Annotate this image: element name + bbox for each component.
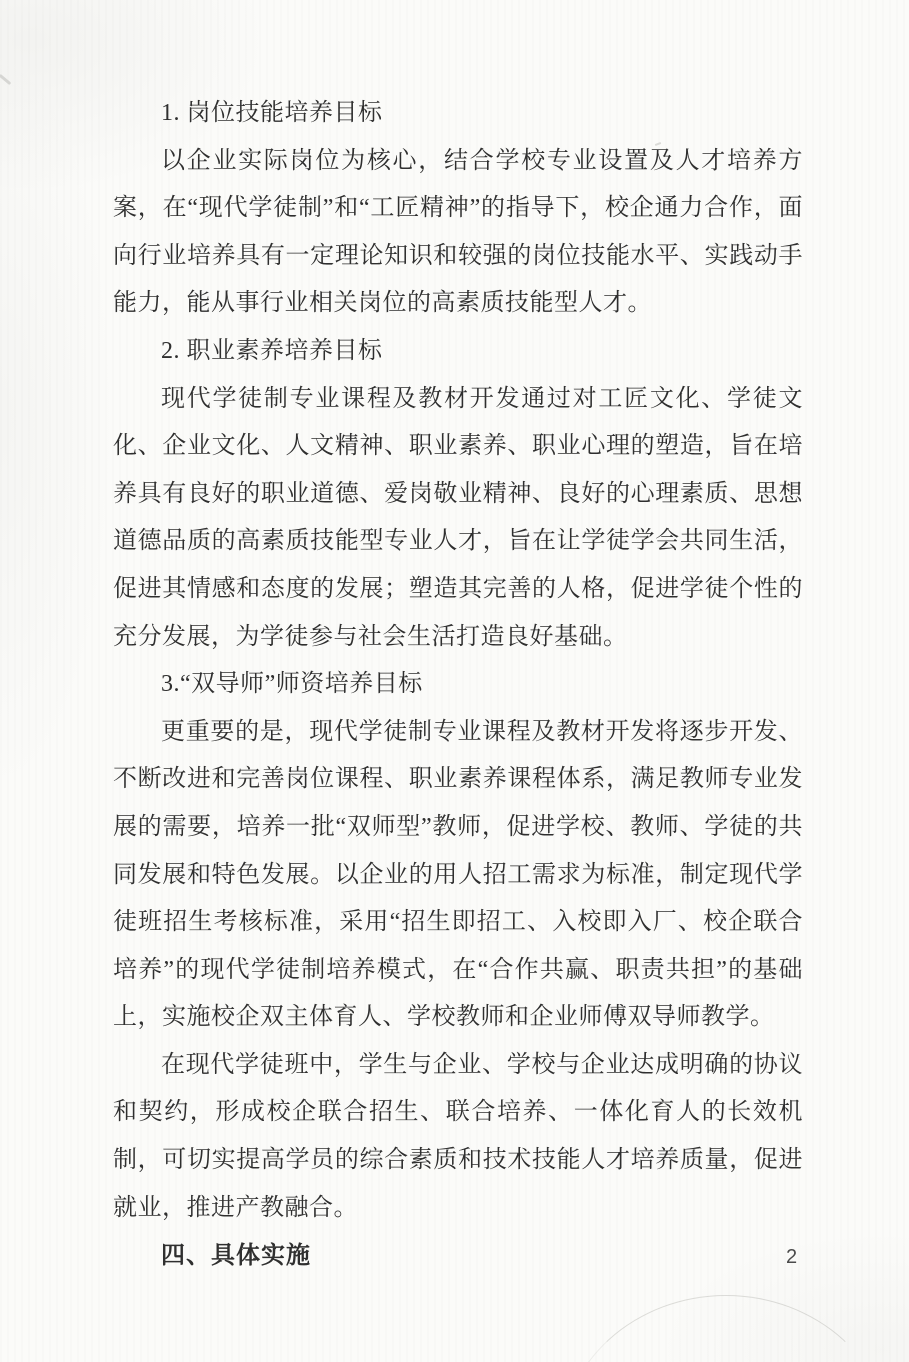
page-number: 2 <box>786 1246 798 1268</box>
heading-vocational-quality-goal: 2. 职业素养培养目标 <box>161 337 383 364</box>
paragraph-vocational-quality-goal: 现代学徒制专业课程及教材开发通过对工匠文化、学徒文化、企业文化、人文精神、职业素养、职业心理的塑造，旨在培养具有良好的职业道德、爱岗敬业精神、良好的心理素质、思想道德品质的高素质技能型专业人才，旨在让学徒学会共同生活，促进其情感和态度的发展；塑造其完善的人格，促进学徒个性的充分发展，为学徒参与社会生活打造良好基础。 <box>113 385 803 650</box>
heading-dual-tutor-goal: 3.“双导师”师资培养目标 <box>161 671 423 698</box>
scan-smudge-left-edge <box>0 74 11 85</box>
paragraph-dual-tutor-goal: 更重要的是，现代学徒制专业课程及教材开发将逐步开发、不断改进和完善岗位课程、职业素养课程体系，满足教师专业发展的需要，培养一批“双师型”教师，促进学校、教师、学徒的共同发展和特色发展。以企业的用人招工需求为标准，制定现代学徒班招生考核标准，采用“招生即招工、入校即入厂、校企联合培养”的现代学徒制培养模式，在“合作共赢、职责共担”的基础上，实施校企双主体育人、学校教师和企业师傅双导师教学。 <box>113 718 803 1031</box>
document-body <box>113 90 803 1280</box>
heading-post-skill-goal: 1. 岗位技能培养目标 <box>161 100 383 126</box>
section-heading-implementation: 四、具体实施 <box>161 1242 311 1270</box>
paragraph-post-skill-goal: 以企业实际岗位为核心，结合学校专业设置及人才培养方案，在“现代学徒制”和“工匠精神”的指导下，校企通力合作，面向行业培养具有一定理论知识和较强的岗位技能水平、实践动手能力，能从事行业相关岗位的高素质技能型人才。 <box>113 147 803 317</box>
scan-arc-bottom <box>560 1295 892 1362</box>
paragraph-apprentice-class-mechanism: 在现代学徒班中，学生与企业、学校与企业达成明确的协议和契约，形成校企联合招生、联合培养、一体化育人的长效机制，可切实提高学员的综合素质和技术技能人才培养质量，促进就业，推进产教融合。 <box>113 1051 803 1221</box>
